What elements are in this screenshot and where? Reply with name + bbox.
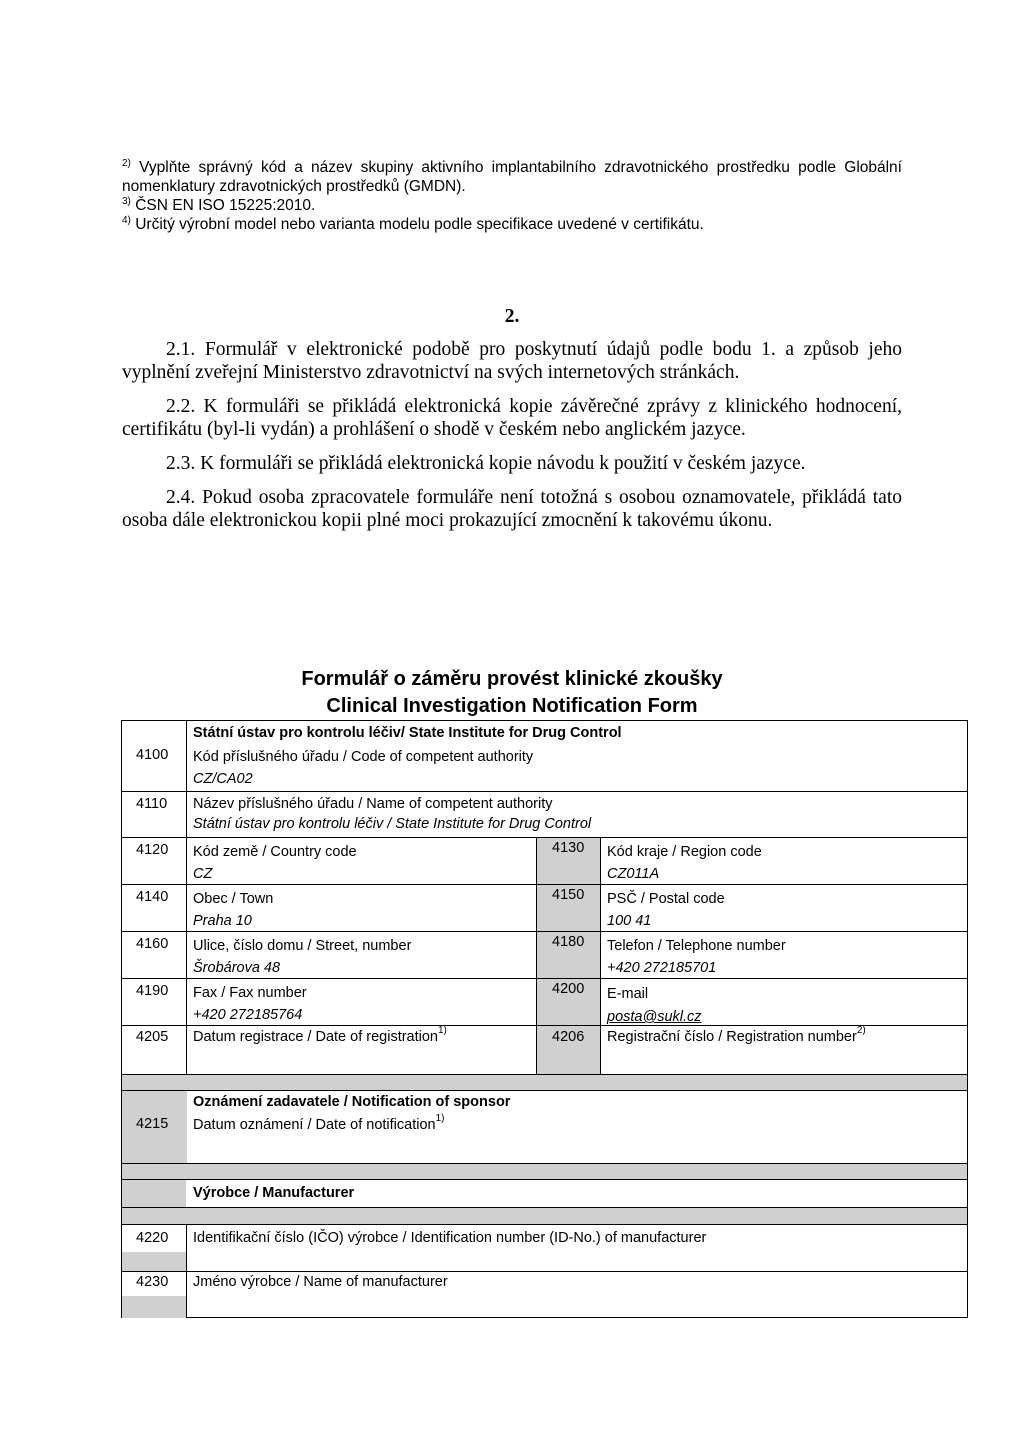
field-code: 4206 (537, 1026, 600, 1075)
field-label: Ulice, číslo domu / Street, number (193, 938, 412, 954)
field-code: 4160 (122, 932, 186, 979)
field-value[interactable]: Praha 10 (193, 913, 252, 929)
field-label: Datum registrace / Date of registration$^{1)}$ (193, 1025, 447, 1045)
form-title-en: Clinical Investigation Notification Form (326, 695, 698, 717)
row-4220 (122, 1224, 967, 1272)
field-label: Telefon / Telephone number (607, 938, 786, 954)
field-value[interactable]: +420 272185701 (607, 960, 717, 976)
field-label: E-mail (607, 986, 649, 1002)
footnote-text: ČSN EN ISO 15225:2010. (135, 197, 316, 214)
field-code: 4220 (122, 1225, 186, 1272)
manufacturer-header: Výrobce / Manufacturer (193, 1185, 355, 1201)
row-4215 (122, 1090, 967, 1164)
separator-row (122, 1163, 967, 1180)
row-4230 (122, 1271, 967, 1318)
footnote-mark: 2) (122, 158, 131, 169)
paragraph-2-2 (122, 395, 902, 441)
separator-row (122, 1074, 967, 1091)
form-title-cz: Formulář o záměru provést klinické zkoušky (301, 668, 723, 690)
field-code: 4230 (122, 1272, 186, 1318)
footnote-2 (122, 158, 902, 196)
row-4140-4150 (122, 884, 967, 932)
footnote-text: Určitý výrobní model nebo varianta modelu podle specifikace uvedené v certifikátu. (135, 216, 704, 233)
row-4160-4180 (122, 931, 967, 979)
paragraph-number: 2.1. (166, 339, 196, 360)
field-value[interactable]: Státní ústav pro kontrolu léčiv / State Institute for Drug Control (193, 816, 592, 832)
footnote-3 (122, 196, 902, 215)
field-code: 4215 (122, 1091, 186, 1164)
field-label: Jméno výrobce / Name of manufacturer (193, 1274, 448, 1290)
notification-form (121, 720, 968, 1318)
manufacturer-header-row (122, 1179, 967, 1208)
footnote-text: Vyplňte správný kód a název skupiny aktivního implantabilního zdravotnického prostředku podle Globální nomenklatury zdravotnických prostředků (GMDN). (122, 159, 902, 195)
field-label: Datum oznámení / Date of notification$^{1)}$ (193, 1113, 445, 1133)
separator-row (122, 1207, 967, 1225)
paragraph-text: K formuláři se přikládá elektronická kopie závěrečné zprávy z klinického hodnocení, certifikátu (byl-li vydán) a prohlášení o shodě v českém nebo anglickém jazyce. (122, 396, 903, 440)
field-label: Fax / Fax number (193, 985, 307, 1001)
footnote-mark: 3) (122, 196, 131, 207)
field-value[interactable]: CZ011A (607, 866, 660, 882)
field-code: 4205 (122, 1026, 186, 1075)
footnotes (122, 158, 902, 234)
paragraph-2-4 (122, 486, 902, 532)
footnote-mark: 4) (122, 215, 131, 226)
field-value[interactable]: Šrobárova 48 (193, 960, 281, 976)
authority-header: Státní ústav pro kontrolu léčiv/ State Institute for Drug Control (193, 725, 622, 741)
paragraph-text: Formulář v elektronické podobě pro poskytnutí údajů podle bodu 1. a způsob jeho vyplnění zveřejní Ministerstvo zdravotnictví na svých internetových stránkách. (122, 339, 902, 383)
field-label: Kód příslušného úřadu / Code of competent authority (193, 749, 534, 765)
field-label: Registrační číslo / Registration number$^{2)}$ (607, 1025, 866, 1045)
field-value[interactable]: CZ/CA02 (193, 771, 253, 787)
email-link[interactable]: posta@sukl.cz (607, 1009, 702, 1025)
field-code: 4120 (122, 838, 186, 885)
footnote-mark: 1) (438, 1025, 447, 1036)
paragraph-text: K formuláři se přikládá elektronická kopie návodu k použití v českém jazyce. (200, 453, 806, 474)
paragraph-number: 2.4. (166, 487, 196, 508)
section-2 (122, 305, 902, 543)
paragraph-number: 2.3. (166, 453, 196, 474)
field-value[interactable]: +420 272185764 (193, 1007, 303, 1023)
field-label: Obec / Town (193, 891, 274, 907)
paragraph-number: 2.2. (166, 396, 196, 417)
paragraph-2-1 (122, 338, 902, 384)
row-4120-4130 (122, 837, 967, 885)
field-value[interactable]: CZ (193, 866, 213, 882)
field-code: 4140 (122, 885, 186, 932)
paragraph-text: Pokud osoba zpracovatele formuláře není totožná s osobou oznamovatele, přikládá tato osoba dále elektronickou kopii plné moci prokazující zmocnění k takovému úkonu. (122, 487, 903, 531)
footnote-mark: 1) (435, 1113, 445, 1124)
field-code: 4180 (537, 932, 600, 979)
field-value[interactable]: 100 41 (607, 913, 652, 929)
field-code: 4200 (537, 979, 600, 1026)
field-label: Identifikační číslo (IČO) výrobce / Identification number (ID-No.) of manufacturer (193, 1230, 707, 1246)
field-code: 4130 (537, 838, 600, 885)
field-code: 4110 (122, 792, 186, 838)
row-4205-4206 (122, 1025, 967, 1075)
field-label: Kód kraje / Region code (607, 844, 762, 860)
field-label: PSČ / Postal code (607, 891, 725, 907)
field-label: Název příslušného úřadu / Name of competent authority (193, 796, 553, 812)
form-title (122, 666, 902, 720)
row-4190-4200 (122, 978, 967, 1026)
field-code: 4150 (537, 885, 600, 932)
paragraph-2-3 (122, 452, 902, 475)
field-label: Kód země / Country code (193, 844, 357, 860)
footnote-mark: 2) (856, 1025, 866, 1036)
footnote-4 (122, 215, 902, 234)
field-code: 4190 (122, 979, 186, 1026)
authority-cell (187, 721, 967, 791)
row-4100 (122, 721, 967, 791)
field-code: 4100 (122, 721, 186, 791)
sponsor-header: Oznámení zadavatele / Notification of sponsor (193, 1094, 511, 1110)
row-4110 (122, 791, 967, 838)
section-heading: 2. (504, 306, 520, 327)
